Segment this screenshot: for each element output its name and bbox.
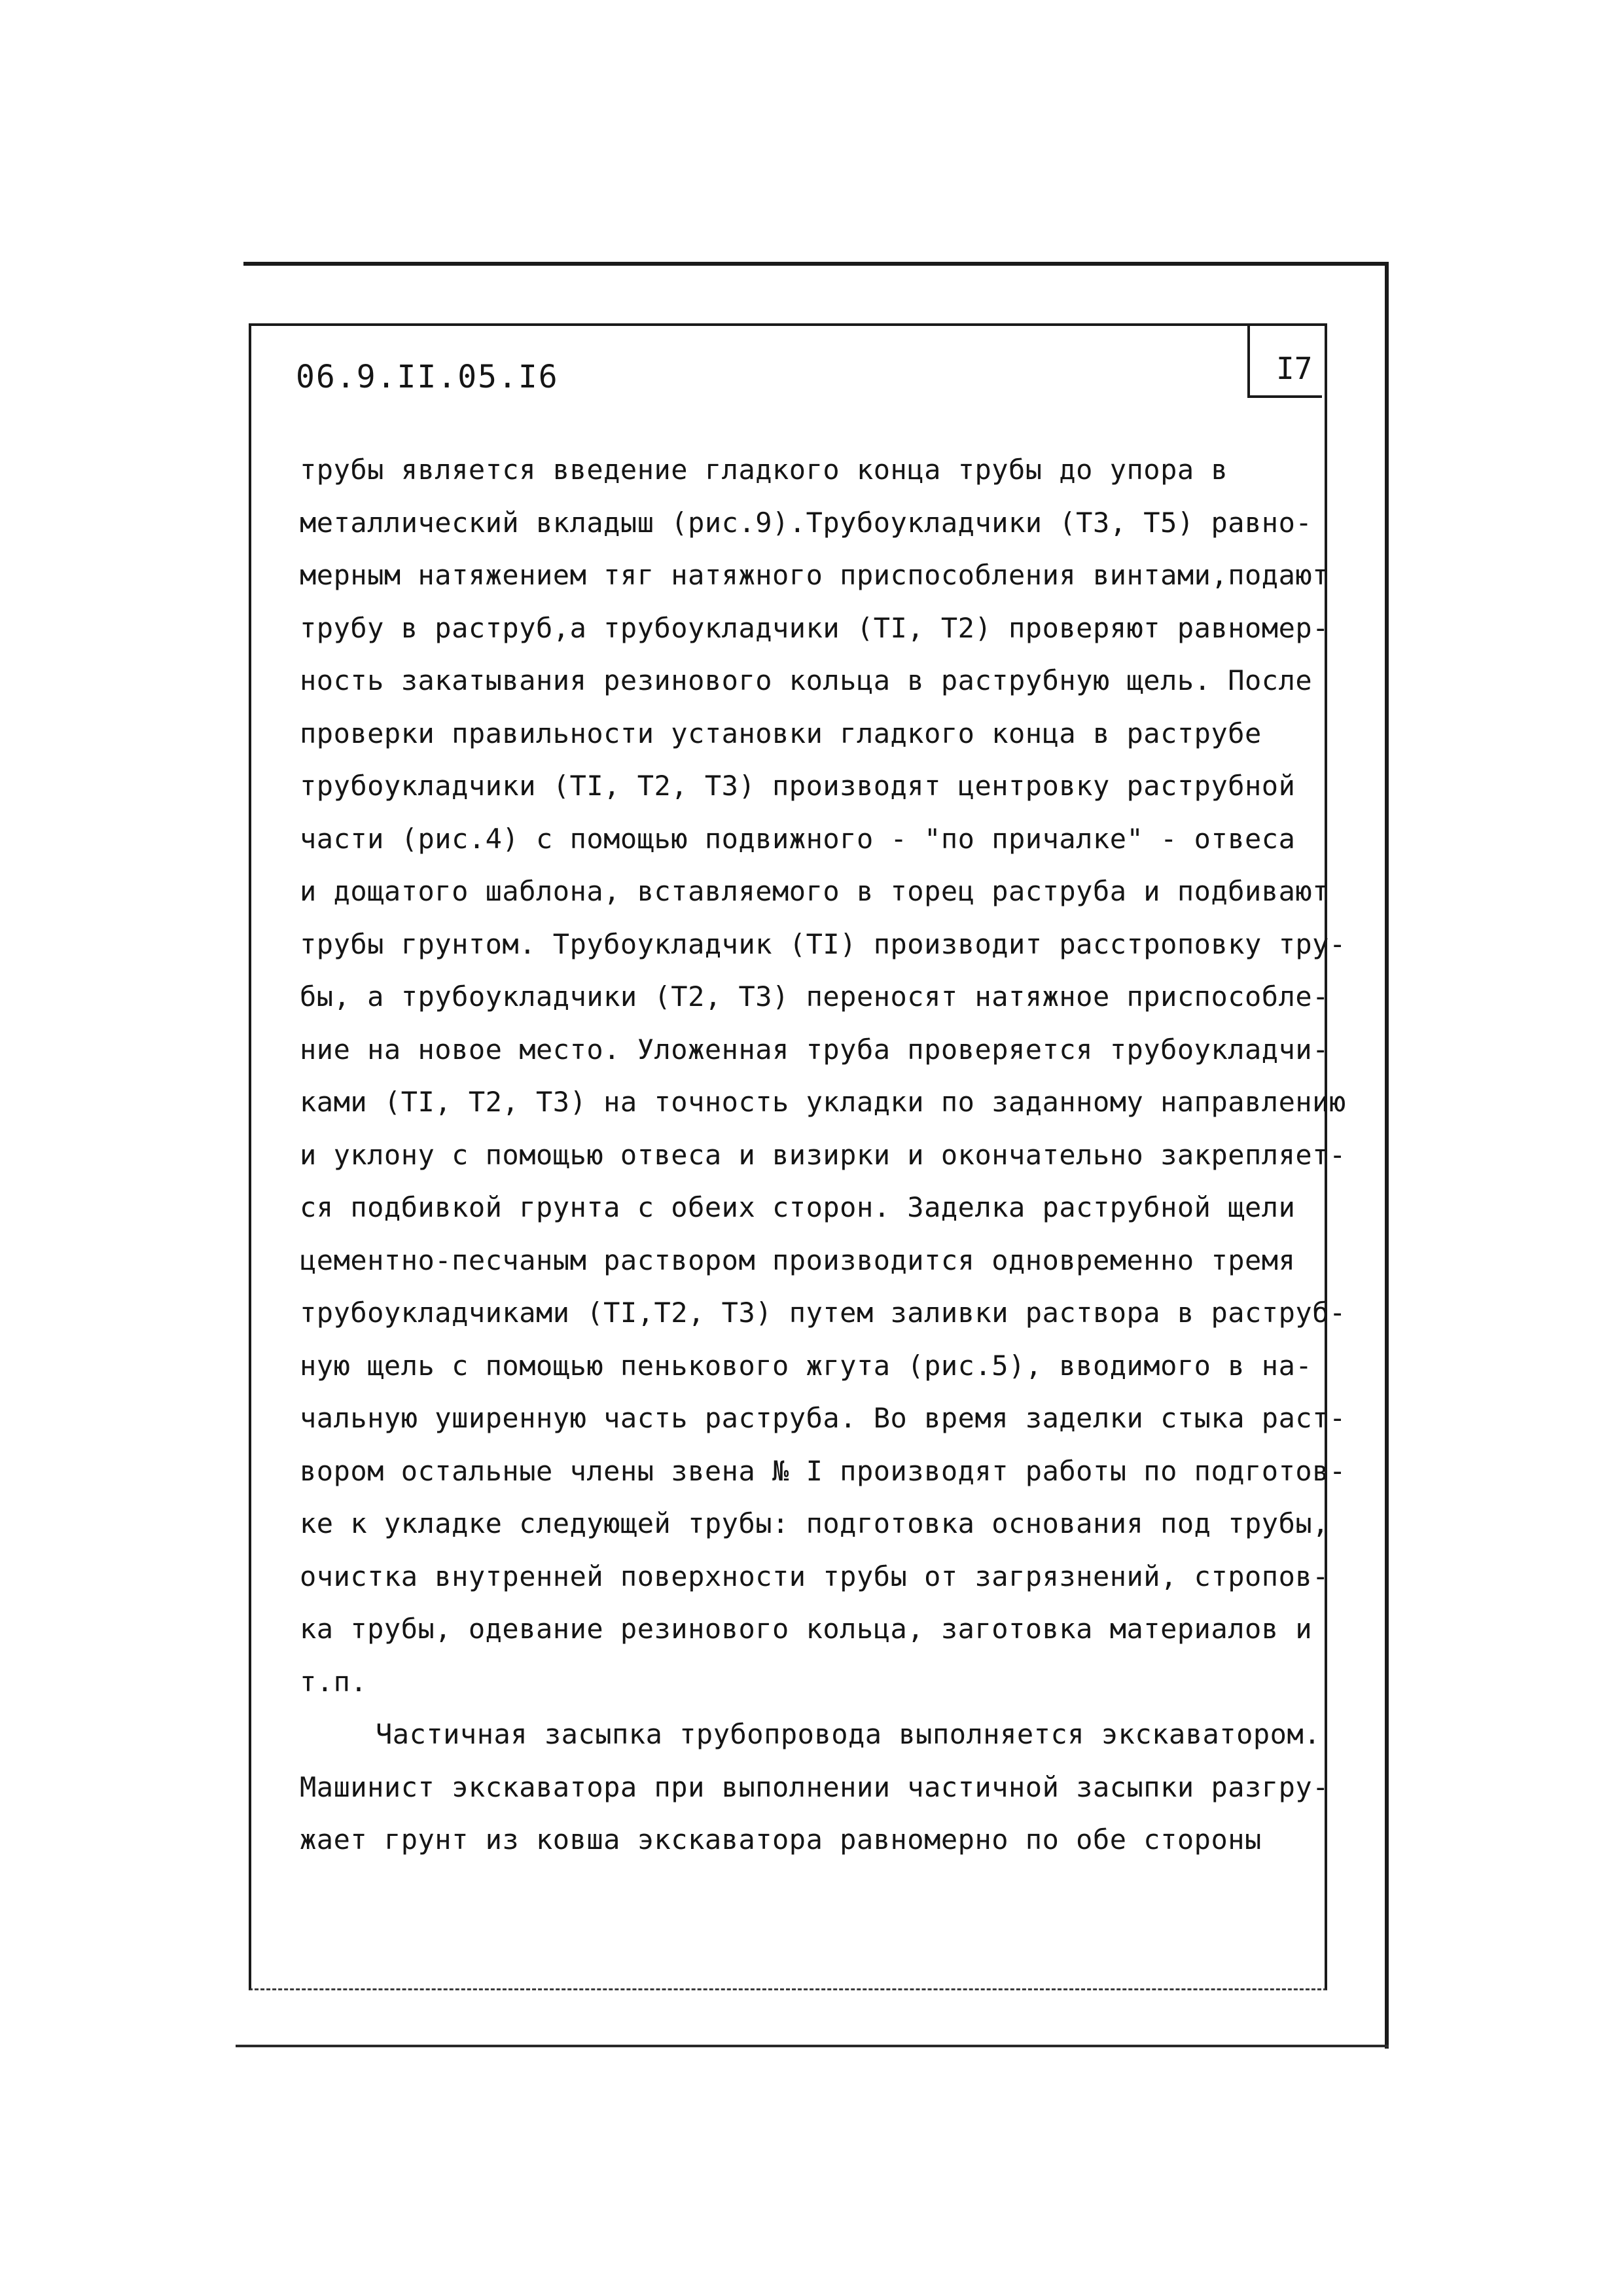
text-line: ся подбивкой грунта с обеих сторон. Заделка раструбной щели — [300, 1191, 1296, 1223]
text-line: бы, а трубоукладчики (Т2, Т3) переносят натяжное приспособле- — [300, 980, 1329, 1013]
outer-sheet-right-border — [1385, 262, 1389, 2049]
text-line: ние на новое место. Уложенная труба проверяется трубоукладчи- — [300, 1033, 1329, 1066]
outer-sheet-bottom-border — [236, 2045, 1389, 2047]
text-line: жает грунт из ковша экскаватора равномерно по обе стороны — [300, 1823, 1262, 1856]
text-line: трубу в раструб,а трубоукладчики (ТI, Т2) проверяют равномер- — [300, 611, 1329, 644]
text-line: очистка внутренней поверхности трубы от загрязнений, стропов- — [300, 1560, 1329, 1592]
text-line: и уклону с помощью отвеса и визирки и окончательно закрепляет- — [300, 1138, 1346, 1171]
paragraph-first-line: Частичная засыпка трубопровода выполняется экскаватором. — [376, 1718, 1321, 1750]
text-line: трубы грунтом. Трубоукладчик (ТI) производит расстроповку тру- — [300, 927, 1346, 960]
text-line: трубоукладчики (ТI, Т2, Т3) производят центровку раструбной — [300, 770, 1296, 802]
outer-sheet-top-border — [243, 262, 1389, 266]
page-number: I7 — [1276, 351, 1313, 386]
text-line: ность закатывания резинового кольца в раструбную щель. После — [300, 664, 1313, 696]
text-line: вором остальные члены звена № I производят работы по подготов- — [300, 1454, 1346, 1487]
text-line: части (рис.4) с помощью подвижного - "по причалке" - отвеса — [300, 822, 1296, 855]
text-line: ка трубы, одевание резинового кольца, заготовка материалов и — [300, 1613, 1313, 1645]
text-line: мерным натяжением тяг натяжного приспособления винтами,подают — [300, 559, 1329, 591]
text-line: т.п. — [300, 1665, 368, 1698]
text-line: трубоукладчиками (ТI,Т2, Т3) путем заливки раствора в раструб- — [300, 1297, 1346, 1329]
text-line: и дощатого шаблона, вставляемого в торец раструба и подбивают — [300, 875, 1329, 907]
text-line: трубы является введение гладкого конца трубы до упора в — [300, 454, 1228, 486]
text-line: цементно-песчаным раствором производится одновременно тремя — [300, 1244, 1296, 1276]
text-line: ке к укладке следующей трубы: подготовка основания под трубы, — [300, 1507, 1329, 1539]
text-line: чальную уширенную часть раструба. Во время заделки стыка раст- — [300, 1402, 1346, 1434]
text-line: ками (ТI, Т2, Т3) на точность укладки по заданному направлению — [300, 1086, 1346, 1118]
body-text — [300, 444, 1346, 1867]
text-line: проверки правильности установки гладкого конца в раструбе — [300, 717, 1262, 749]
document-code: 06.9.II.05.I6 — [296, 359, 559, 395]
text-line: металлический вкладыш (рис.9).Трубоукладчики (Т3, Т5) равно- — [300, 506, 1313, 539]
text-line: ную щель с помощью пенькового жгута (рис.5), вводимого в на- — [300, 1349, 1313, 1382]
text-line: Машинист экскаватора при выполнении частичной засыпки разгру- — [300, 1770, 1329, 1803]
